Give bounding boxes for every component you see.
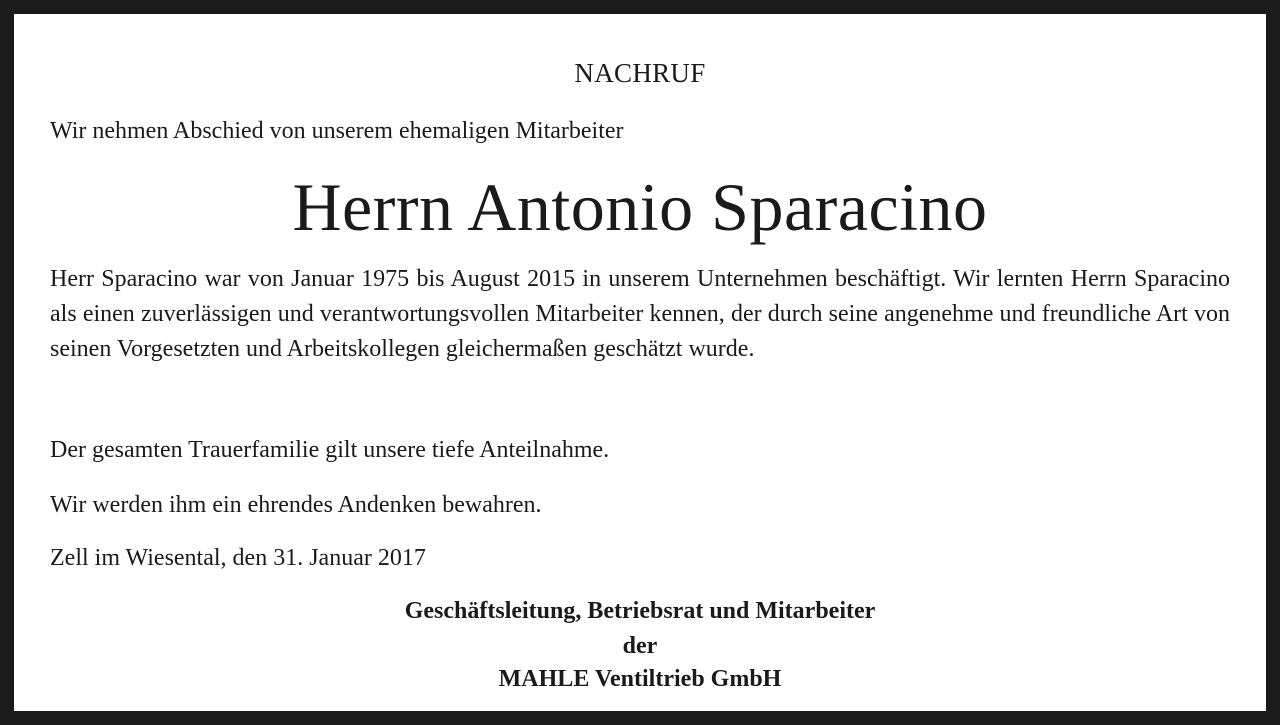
condolence-paragraph: Der gesamten Trauerfamilie gilt unsere tiefe Anteilnahme. <box>50 437 610 463</box>
obituary-notice <box>14 14 1266 711</box>
signature-line-1: Geschäftsleitung, Betriebsrat und Mitarbeiter <box>404 598 876 624</box>
notice-heading: NACHRUF <box>574 58 706 88</box>
deceased-name: Herrn Antonio Sparacino <box>292 169 988 245</box>
intro-text: Wir nehmen Abschied von unserem ehemaligen Mitarbeiter <box>50 118 624 144</box>
place-date-line: Zell im Wiesental, den 31. Januar 2017 <box>50 545 426 571</box>
signature-line-2: der <box>622 633 658 659</box>
tribute-paragraph: Herr Sparacino war von Januar 1975 bis August 2015 in unserem Unternehmen beschäftigt. Wir lernten Herrn Sparacino als einen zuverlässigen und verantwortungsvollen Mitarbeiter kennen, der durch seine angenehme und freundliche Art von seinen Vorgesetzten und Arbeitskollegen gleichermaßen geschätzt wurde. <box>50 266 1230 362</box>
company-name: MAHLE Ventiltrieb GmbH <box>498 666 782 692</box>
remembrance-paragraph: Wir werden ihm ein ehrendes Andenken bewahren. <box>50 492 542 518</box>
